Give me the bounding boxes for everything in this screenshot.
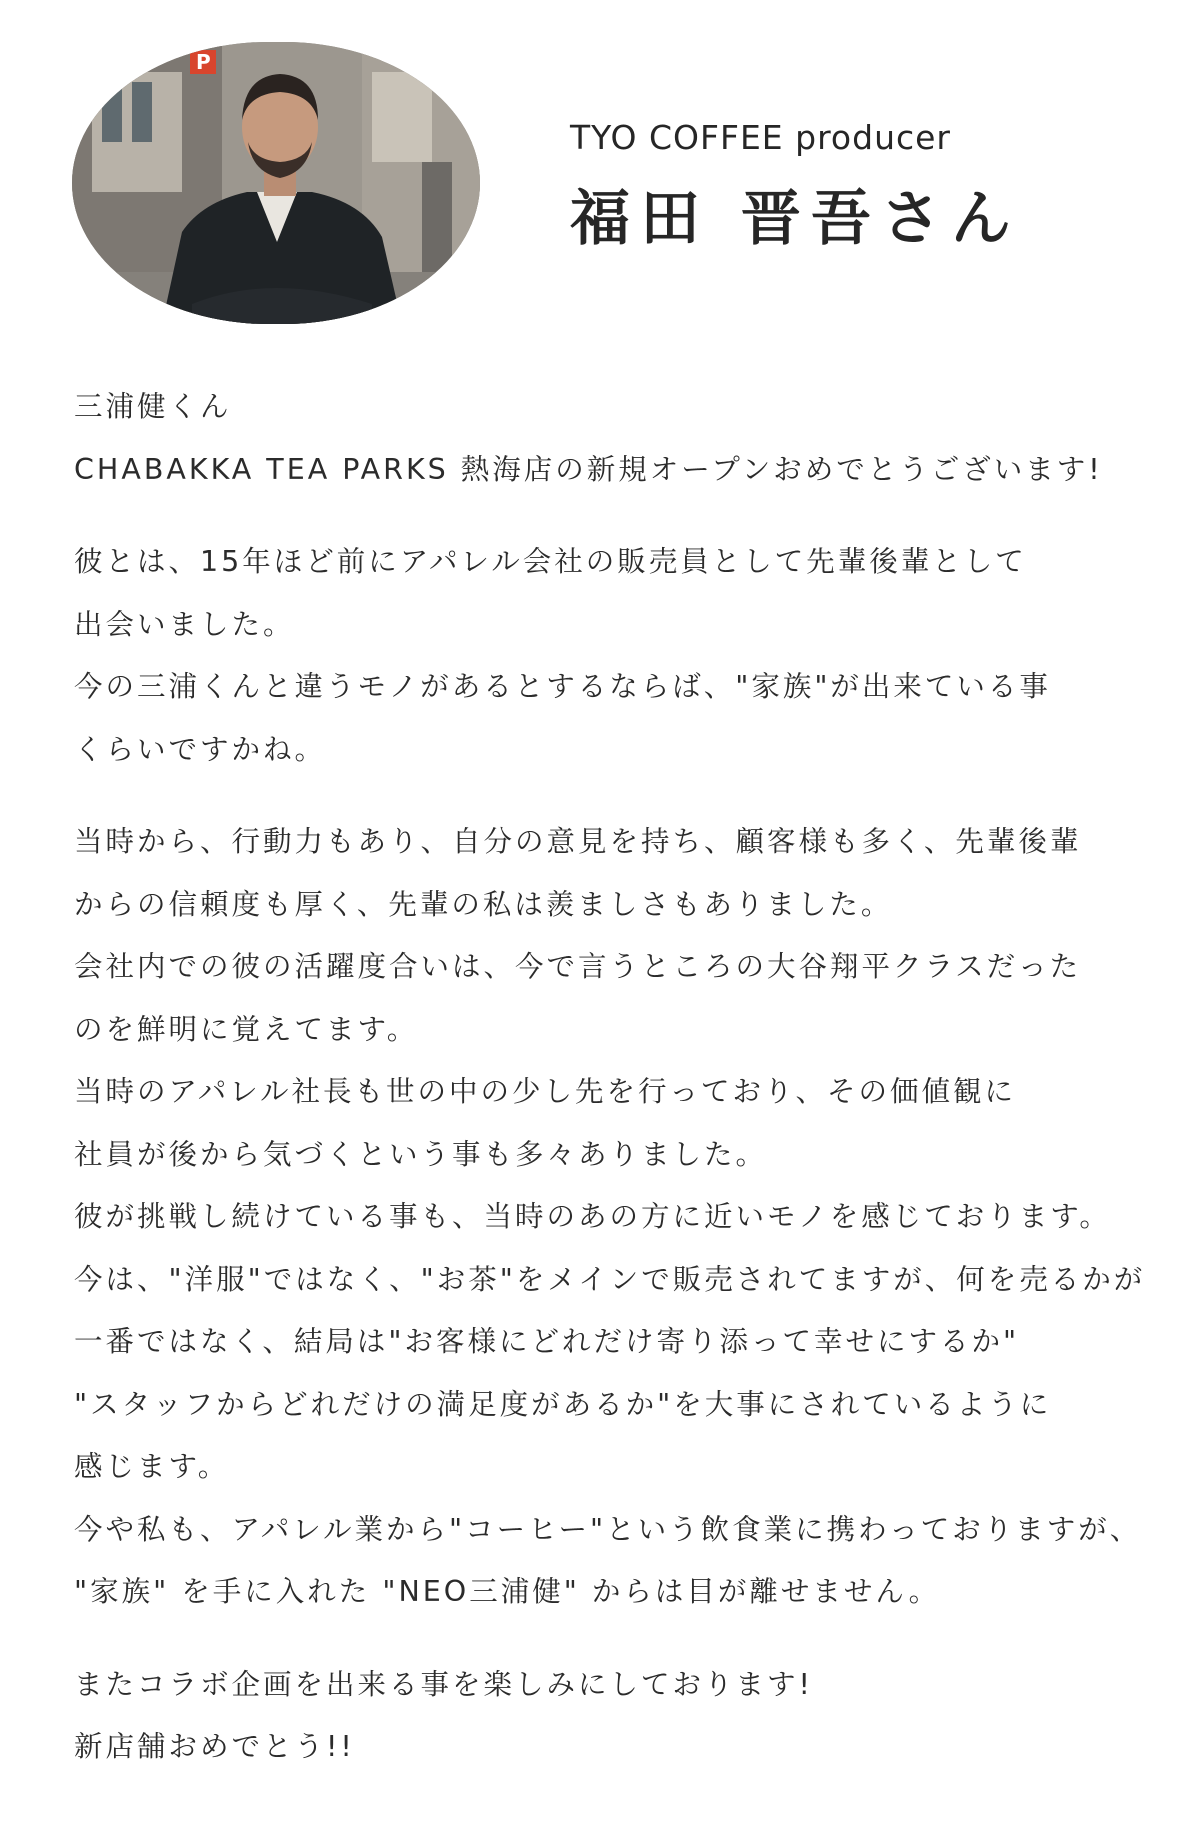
closing-paragraph (74, 1654, 1154, 1779)
letter-line: のを鮮明に覚えてます。 (74, 1012, 419, 1046)
paragraph-1 (74, 531, 1154, 781)
greeting-paragraph (74, 376, 1154, 501)
letter-line: またコラボ企画を出来る事を楽しみにしております! (74, 1667, 813, 1701)
letter-line: 感じます。 (74, 1450, 230, 1483)
storefront-sign: P (196, 50, 211, 74)
letter-line: 新店舗おめでとう!! (74, 1730, 355, 1763)
letter-line: くらいですかね。 (74, 732, 327, 766)
producer-info (570, 118, 1021, 257)
letter-line: 会社内での彼の活躍度合いは、今で言うところの大谷翔平クラスだった (74, 950, 1082, 983)
letter-line: 社員が後から気づくという事も多々ありました。 (74, 1137, 768, 1171)
portrait-photo-icon (72, 42, 480, 324)
letter-line: からの信頼度も厚く、先輩の私は羨ましさもありました。 (74, 887, 893, 921)
letter-line: 当時のアパレル社長も世の中の少し先を行っており、その価値観に (74, 1075, 1017, 1108)
letter-line: 彼とは、15年ほど前にアパレル会社の販売員として先輩後輩として (74, 545, 1027, 578)
letter-line: CHABAKKA TEA PARKS 熱海店の新規オープンおめでとうございます! (74, 452, 1103, 486)
letter-line: 一番ではなく、結局は"お客様にどれだけ寄り添って幸せにするか" (74, 1325, 1020, 1358)
letter-body (74, 376, 1154, 1779)
letter-line: 今は、"洋服"ではなく、"お茶"をメインで販売されてますが、何を売るかが (74, 1262, 1146, 1296)
letter-line: 今の三浦くんと違うモノがあるとするならば、"家族"が出来ている事 (74, 670, 1051, 703)
letter-line: 当時から、行動力もあり、自分の意見を持ち、顧客様も多く、先輩後輩 (74, 825, 1082, 858)
letter-line: "家族" を手に入れた "NEO三浦健" からは目が離せません。 (74, 1575, 941, 1608)
producer-name: 福田 晋吾さん (570, 184, 1021, 254)
header (0, 0, 1200, 340)
letter-line: "スタッフからどれだけの満足度があるか"を大事にされているように (74, 1387, 1052, 1421)
producer-role: TYO COFFEE producer (570, 118, 952, 157)
letter-line: 出会いました。 (74, 607, 295, 641)
letter-line: 三浦健くん (74, 390, 232, 423)
paragraph-2 (74, 811, 1154, 1624)
letter-line: 今や私も、アパレル業から"コーヒー"という飲食業に携わっておりますが、 (74, 1512, 1142, 1546)
letter-line: 彼が挑戦し続けている事も、当時のあの方に近いモノを感じております。 (74, 1200, 1111, 1233)
producer-portrait (72, 42, 480, 324)
